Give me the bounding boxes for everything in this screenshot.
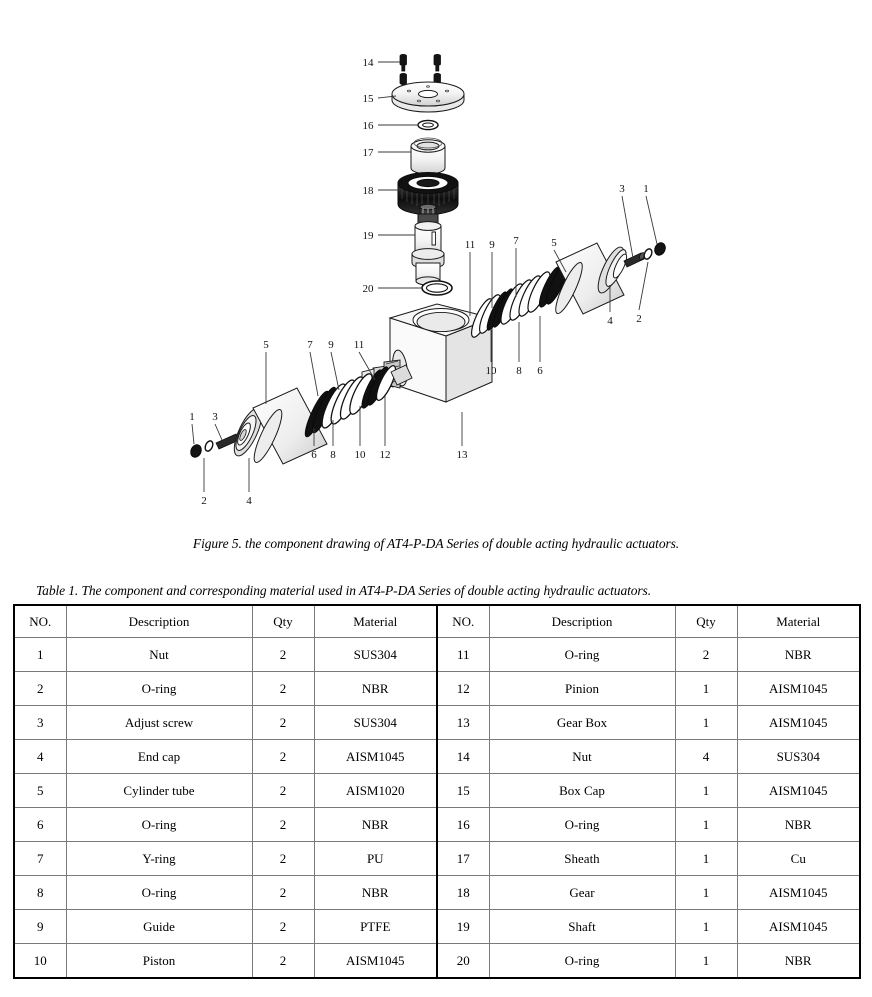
cell-qty-left: 2 — [252, 944, 314, 979]
cell-desc-right: Shaft — [489, 910, 675, 944]
table-row — [14, 876, 860, 910]
part-2-o-ring — [643, 248, 654, 261]
cell-qty-left: 2 — [252, 774, 314, 808]
part-2-o-ring-left — [204, 440, 215, 453]
cell-mat-left: PU — [314, 842, 437, 876]
callout-right-5: 5 — [551, 237, 557, 249]
header-mat-left: Material — [314, 605, 437, 638]
part-16-o-ring — [418, 120, 438, 129]
part-1-nut — [653, 241, 667, 257]
cell-no-left: 6 — [14, 808, 66, 842]
table-row — [14, 842, 860, 876]
cell-no-right: 18 — [437, 876, 489, 910]
cell-no-left: 7 — [14, 842, 66, 876]
cell-mat-left: NBR — [314, 808, 437, 842]
part-3-adjust-screw — [624, 252, 646, 267]
header-qty-left: Qty — [252, 605, 314, 638]
callout-left-12: 12 — [379, 449, 391, 461]
callout-15: 15 — [362, 93, 374, 105]
cell-desc-left: Guide — [66, 910, 252, 944]
cell-desc-right: Box Cap — [489, 774, 675, 808]
table-row — [14, 910, 860, 944]
cell-no-right: 13 — [437, 706, 489, 740]
cell-qty-right: 1 — [675, 808, 737, 842]
table-row — [14, 706, 860, 740]
cell-mat-right: NBR — [737, 808, 860, 842]
callout-left-3: 3 — [212, 411, 218, 423]
cell-no-left: 8 — [14, 876, 66, 910]
cell-no-right: 16 — [437, 808, 489, 842]
callout-right-3: 3 — [619, 183, 625, 195]
cell-desc-left: O-ring — [66, 808, 252, 842]
left-cylinder-assembly — [189, 363, 412, 465]
callout-right-1: 1 — [643, 183, 649, 195]
callout-left-1: 1 — [189, 411, 195, 423]
cell-desc-right: O-ring — [489, 808, 675, 842]
cell-mat-left: AISM1020 — [314, 774, 437, 808]
cell-mat-right: NBR — [737, 638, 860, 672]
cell-no-left: 10 — [14, 944, 66, 979]
cell-qty-left: 2 — [252, 740, 314, 774]
part-1-nut-left — [189, 443, 203, 459]
cell-qty-left: 2 — [252, 706, 314, 740]
cell-no-right: 14 — [437, 740, 489, 774]
part-15-box-cap — [392, 82, 464, 112]
cell-qty-right: 1 — [675, 842, 737, 876]
cell-mat-right: NBR — [737, 944, 860, 979]
callout-left-4: 4 — [246, 495, 252, 507]
cell-desc-right: Gear — [489, 876, 675, 910]
table-caption: Table 1. The component and corresponding material used in AT4-P-DA Series of double acting hydraulic actuators. — [36, 583, 651, 598]
cell-qty-left: 2 — [252, 672, 314, 706]
cell-mat-right: SUS304 — [737, 740, 860, 774]
table-row — [14, 638, 860, 672]
cell-qty-left: 2 — [252, 910, 314, 944]
cell-qty-right: 1 — [675, 706, 737, 740]
cell-no-left: 1 — [14, 638, 66, 672]
cell-desc-right: Nut — [489, 740, 675, 774]
callout-13: 13 — [456, 449, 468, 461]
header-no-right: NO. — [437, 605, 489, 638]
part-17-sheath — [411, 138, 445, 174]
cell-mat-right: Cu — [737, 842, 860, 876]
cell-mat-left: NBR — [314, 672, 437, 706]
cell-desc-left: O-ring — [66, 672, 252, 706]
cell-mat-left: NBR — [314, 876, 437, 910]
callout-right-9: 9 — [489, 239, 495, 251]
cell-mat-left: SUS304 — [314, 706, 437, 740]
bill-of-materials-table — [13, 604, 859, 979]
figure-caption: Figure 5. the component drawing of AT4-P-DA Series of double acting hydraulic actuators. — [192, 536, 680, 551]
cell-no-left: 4 — [14, 740, 66, 774]
cell-qty-right: 1 — [675, 876, 737, 910]
cell-mat-right: AISM1045 — [737, 672, 860, 706]
table-row — [14, 808, 860, 842]
callout-right-4: 4 — [607, 315, 613, 327]
cell-mat-left: AISM1045 — [314, 740, 437, 774]
callout-right-10: 10 — [485, 365, 497, 377]
cell-desc-right: O-ring — [489, 638, 675, 672]
cell-qty-right: 2 — [675, 638, 737, 672]
cell-no-left: 9 — [14, 910, 66, 944]
cell-mat-left: SUS304 — [314, 638, 437, 672]
cell-desc-left: Nut — [66, 638, 252, 672]
cell-no-left: 2 — [14, 672, 66, 706]
header-qty-right: Qty — [675, 605, 737, 638]
cell-no-right: 20 — [437, 944, 489, 979]
callout-left-5: 5 — [263, 339, 269, 351]
header-desc-right: Description — [489, 605, 675, 638]
cell-desc-left: Y-ring — [66, 842, 252, 876]
cell-desc-left: End cap — [66, 740, 252, 774]
cell-qty-left: 2 — [252, 638, 314, 672]
cell-no-right: 11 — [437, 638, 489, 672]
callout-right-8: 8 — [516, 365, 522, 377]
callout-left-10: 10 — [354, 449, 366, 461]
cell-no-right: 19 — [437, 910, 489, 944]
cell-no-left: 5 — [14, 774, 66, 808]
cell-desc-right: Pinion — [489, 672, 675, 706]
cell-qty-right: 1 — [675, 944, 737, 979]
callout-right-2: 2 — [636, 313, 642, 325]
cell-no-right: 17 — [437, 842, 489, 876]
cell-desc-right: Sheath — [489, 842, 675, 876]
table-header-row — [14, 605, 860, 638]
header-desc-left: Description — [66, 605, 252, 638]
callout-left-9: 9 — [328, 339, 334, 351]
cell-desc-left: Cylinder tube — [66, 774, 252, 808]
callout-20: 20 — [362, 283, 374, 295]
callout-right-11: 11 — [464, 239, 476, 251]
table-row — [14, 944, 860, 979]
header-no-left: NO. — [14, 605, 66, 638]
cell-no-right: 15 — [437, 774, 489, 808]
callout-left-11: 11 — [353, 339, 365, 351]
cell-mat-right: AISM1045 — [737, 876, 860, 910]
callout-16: 16 — [362, 120, 374, 132]
table-row — [14, 672, 860, 706]
callout-18: 18 — [362, 185, 374, 197]
callout-right-7: 7 — [513, 235, 519, 247]
callout-left-8: 8 — [330, 449, 336, 461]
cell-mat-right: AISM1045 — [737, 910, 860, 944]
cell-qty-left: 2 — [252, 876, 314, 910]
header-mat-right: Material — [737, 605, 860, 638]
cell-qty-right: 1 — [675, 910, 737, 944]
component-table — [13, 604, 861, 979]
cell-qty-right: 1 — [675, 774, 737, 808]
cell-desc-right: Gear Box — [489, 706, 675, 740]
cell-qty-left: 2 — [252, 842, 314, 876]
cell-mat-right: AISM1045 — [737, 706, 860, 740]
part-20-o-ring — [422, 281, 452, 295]
cell-qty-right: 1 — [675, 672, 737, 706]
callout-right-6: 6 — [537, 365, 543, 377]
table-row — [14, 774, 860, 808]
cell-desc-left: Piston — [66, 944, 252, 979]
callout-left-7: 7 — [307, 339, 313, 351]
table-row — [14, 740, 860, 774]
cell-mat-left: PTFE — [314, 910, 437, 944]
cell-desc-left: Adjust screw — [66, 706, 252, 740]
part-19-shaft — [412, 204, 444, 285]
cell-desc-left: O-ring — [66, 876, 252, 910]
cell-no-right: 12 — [437, 672, 489, 706]
callout-17: 17 — [362, 147, 374, 159]
callout-14: 14 — [362, 57, 374, 69]
cell-qty-left: 2 — [252, 808, 314, 842]
callout-19: 19 — [362, 230, 374, 242]
cell-no-left: 3 — [14, 706, 66, 740]
callout-left-6: 6 — [311, 449, 317, 461]
cell-mat-right: AISM1045 — [737, 774, 860, 808]
cell-desc-right: O-ring — [489, 944, 675, 979]
callout-left-2: 2 — [201, 495, 207, 507]
cell-qty-right: 4 — [675, 740, 737, 774]
cell-mat-left: AISM1045 — [314, 944, 437, 979]
